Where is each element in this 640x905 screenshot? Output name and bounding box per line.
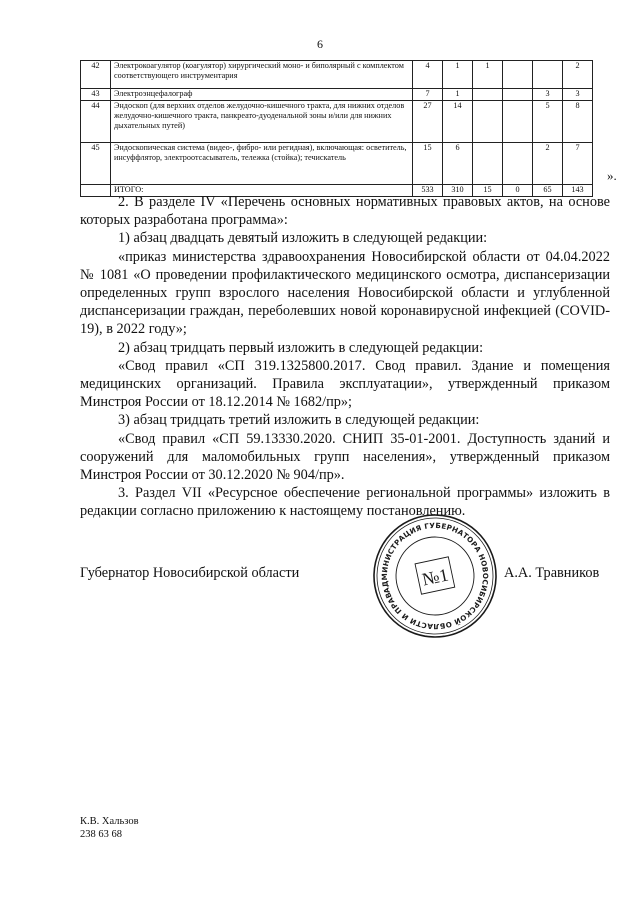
row-number: 44	[81, 101, 111, 143]
equipment-name: Электрокоагулятор (коагулятор) хирургический моно- и биполярный с комплектом соответствующего инструментария	[111, 61, 413, 89]
executor-phone: 238 63 68	[80, 829, 122, 840]
page-number: 6	[317, 37, 323, 51]
quantity-cell: 7	[563, 143, 593, 185]
paragraph: 1) абзац двадцать девятый изложить в следующей редакции:	[118, 230, 488, 247]
quantity-cell	[503, 61, 533, 89]
paragraph: 3) абзац тридцать третий изложить в следующей редакции:	[118, 412, 480, 429]
quantity-cell: 1	[473, 61, 503, 89]
quantity-cell: 1	[443, 61, 473, 89]
official-seal	[371, 512, 499, 640]
table-row	[81, 89, 593, 101]
paragraph: «приказ министерства здравоохранения Новосибирской области от 04.04.2022 № 1081 «О проведении профилактического медицинского осмотра, диспансеризации определенных групп взрослого населения Новосибирской области и углубленной диспансеризации граждан, переболевших новой коронавирусной инфекцией (COVID-19), в 2022 году»;	[80, 248, 610, 338]
equipment-name: Электроэнцефалограф	[111, 89, 413, 101]
quantity-cell: 3	[533, 89, 563, 101]
quantity-cell: 0	[503, 185, 533, 197]
quantity-cell: 2	[563, 61, 593, 89]
quantity-cell: 310	[443, 185, 473, 197]
row-number: 45	[81, 143, 111, 185]
equipment-name: ИТОГО:	[111, 185, 413, 197]
document-body	[80, 193, 610, 521]
quantity-cell	[503, 89, 533, 101]
row-number: 43	[81, 89, 111, 101]
equipment-name: Эндоскопическая система (видео-, фибро- или регидная), включающая: осветитель, инсуффлятор, электроотсасыватель, тележка (стойка); течискатель	[111, 143, 413, 185]
quantity-cell	[533, 61, 563, 89]
signatory-name: А.А. Травников	[504, 565, 600, 581]
paragraph: 2. В разделе IV «Перечень основных нормативных правовых актов, на основе которых разработана программа»:	[80, 194, 610, 229]
quantity-cell	[473, 89, 503, 101]
paragraph: «Свод правил «СП 59.13330.2020. СНИП 35-01-2001. Доступность зданий и сооружений для маломобильных групп населения», утвержденный приказом Минстроя России от 30.12.2020 № 904/пр».	[80, 430, 610, 484]
quantity-cell: 14	[443, 101, 473, 143]
executor-info	[80, 815, 139, 841]
quantity-cell	[473, 101, 503, 143]
quantity-cell: 8	[563, 101, 593, 143]
quantity-cell: 1	[443, 89, 473, 101]
quantity-cell: 5	[533, 101, 563, 143]
paragraph: «Свод правил «СП 319.1325800.2017. Свод правил. Здание и помещения медицинских организаций. Правила эксплуатации», утвержденный приказом Минстроя России от 18.12.2014 № 1682/пр»;	[80, 357, 610, 411]
quantity-cell: 533	[413, 185, 443, 197]
quantity-cell	[503, 101, 533, 143]
quantity-cell: 6	[443, 143, 473, 185]
quantity-cell: 143	[563, 185, 593, 197]
quantity-cell: 7	[413, 89, 443, 101]
executor-name: К.В. Хальзов	[80, 816, 139, 827]
quantity-cell: 4	[413, 61, 443, 89]
seal-number: №1	[420, 564, 451, 590]
quantity-cell: 15	[473, 185, 503, 197]
quantity-cell: 65	[533, 185, 563, 197]
quantity-cell: 27	[413, 101, 443, 143]
seal-ring-text: АДМИНИСТРАЦИЯ ГУБЕРНАТОРА НОВОСИБИРСКОЙ ОБЛАСТИ И ПРАВИТЕЛЬСТВА	[379, 520, 491, 632]
quantity-cell	[503, 143, 533, 185]
table-row	[81, 143, 593, 185]
paragraph: 2) абзац тридцать первый изложить в следующей редакции:	[118, 339, 484, 356]
equipment-name: Эндоскоп (для верхних отделов желудочно-кишечного тракта, для нижних отделов желудочно-кишечного тракта, панкреато-дуоденальной зоны и/или для нижних дыхательных путей)	[111, 101, 413, 143]
signatory-position: Губернатор Новосибирской области	[80, 565, 300, 581]
quantity-cell: 2	[533, 143, 563, 185]
table-closing-quote: ».	[607, 168, 617, 183]
table-row	[81, 61, 593, 89]
table-row	[81, 101, 593, 143]
quantity-cell	[473, 143, 503, 185]
paragraph: 3. Раздел VII «Ресурсное обеспечение региональной программы» изложить в редакции согласно приложению к настоящему постановлению.	[80, 485, 610, 520]
quantity-cell: 3	[563, 89, 593, 101]
quantity-cell: 15	[413, 143, 443, 185]
row-number: 42	[81, 61, 111, 89]
equipment-table	[80, 60, 593, 197]
